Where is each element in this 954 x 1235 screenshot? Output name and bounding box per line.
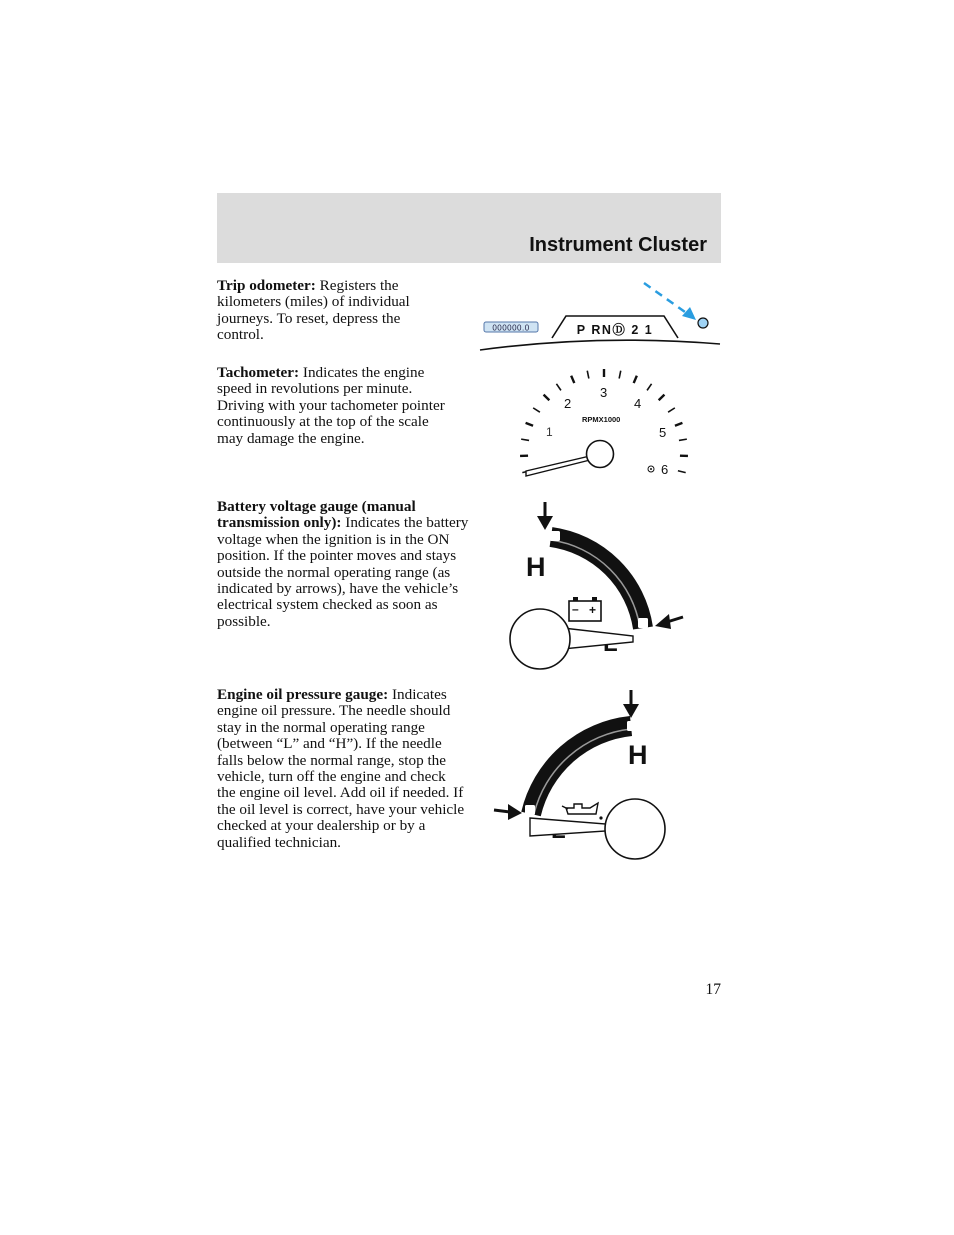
tachometer-term: Tachometer: <box>217 364 300 381</box>
arrow-icon <box>682 307 696 320</box>
high-limit-arrow-icon <box>623 704 639 718</box>
trip-odometer-text: Registers the kilometers (miles) of individual journeys. To reset, depress the control. <box>217 277 410 344</box>
tach-unit-label: RPMX1000 <box>582 415 621 424</box>
oil-needle-hub <box>605 799 665 859</box>
tach-tick <box>634 376 637 383</box>
battery-needle <box>563 628 633 649</box>
tach-tick <box>521 439 529 440</box>
battery-gauge-figure <box>505 500 690 672</box>
oil-gauge-term: Engine oil pressure gauge: <box>217 686 389 703</box>
low-limit-arrow-icon <box>655 614 671 629</box>
tachometer-figure <box>518 367 690 479</box>
tach-tick <box>619 371 621 379</box>
tach-tick <box>675 423 682 426</box>
tach-tick <box>668 408 675 412</box>
reset-button-icon <box>698 318 708 328</box>
tach-label-4: 4 <box>634 396 642 411</box>
trip-odometer-figure <box>478 276 722 356</box>
tach-label-1: 1 <box>546 425 553 439</box>
low-limit-arrow-icon <box>508 804 522 820</box>
section-header <box>217 193 721 263</box>
oil-high-label: H <box>628 740 648 770</box>
tach-tick <box>571 376 574 383</box>
tach-hub <box>587 441 614 468</box>
battery-gauge-paragraph <box>217 499 469 630</box>
trip-odometer-term: Trip odometer: <box>217 277 316 294</box>
battery-plus-label: + <box>589 603 597 617</box>
battery-gauge-text: Indicates the battery voltage when the ignition is in the ON position. If the pointer moves and stays outside the normal operating range (as indicated by arrows), have the vehicle’s electrical system checked as soon as possible. <box>217 514 469 630</box>
tach-tick <box>587 371 589 379</box>
high-limit-arrow-icon <box>537 516 553 530</box>
page-title: Instrument Cluster <box>529 234 707 256</box>
tach-tick <box>526 423 533 426</box>
tachometer-text: Indicates the engine speed in revolutions per minute. Driving with your tachometer pointer continuously at the top of the scale may damage the engine. <box>217 364 445 447</box>
tach-tick <box>533 408 540 412</box>
trip-odometer-paragraph <box>217 278 442 344</box>
tachometer-paragraph <box>217 365 457 447</box>
battery-needle-hub <box>510 609 570 669</box>
gear-indicator: P RNⒹ 2 1 <box>576 323 654 337</box>
oil-gauge-figure <box>490 688 675 864</box>
tach-needle <box>526 456 590 476</box>
tach-tick <box>544 395 550 401</box>
odometer-digits: 000000.0 <box>492 323 530 333</box>
oil-gauge-paragraph <box>217 687 467 851</box>
tach-label-3: 3 <box>600 385 608 400</box>
tach-label-2: 2 <box>564 396 572 411</box>
battery-icon <box>569 597 601 621</box>
tach-tick <box>679 439 687 440</box>
tach-tick <box>659 395 665 401</box>
tach-tick <box>678 471 686 473</box>
tach-tick <box>556 384 561 391</box>
oil-can-icon <box>562 803 603 820</box>
tach-tick <box>647 384 652 391</box>
battery-high-label: H <box>526 552 546 582</box>
oil-needle <box>530 818 606 836</box>
battery-minus-label: – <box>572 602 579 616</box>
battery-gauge-term: Battery voltage gauge (manual transmission only): <box>217 498 416 532</box>
tach-label-6: 6 <box>661 462 669 477</box>
oil-gauge-text: Indicates engine oil pressure. The needle should stay in the normal operating range (between “L” and “H”). If the needle falls below the normal range, stop the vehicle, turn off the engine and check the engine oil level. Add oil if needed. If the oil level is correct, have your vehicle checked at your dealership or by a qualified technician. <box>217 686 465 851</box>
page-number: 17 <box>705 981 721 998</box>
tach-label-5: 5 <box>659 425 667 440</box>
